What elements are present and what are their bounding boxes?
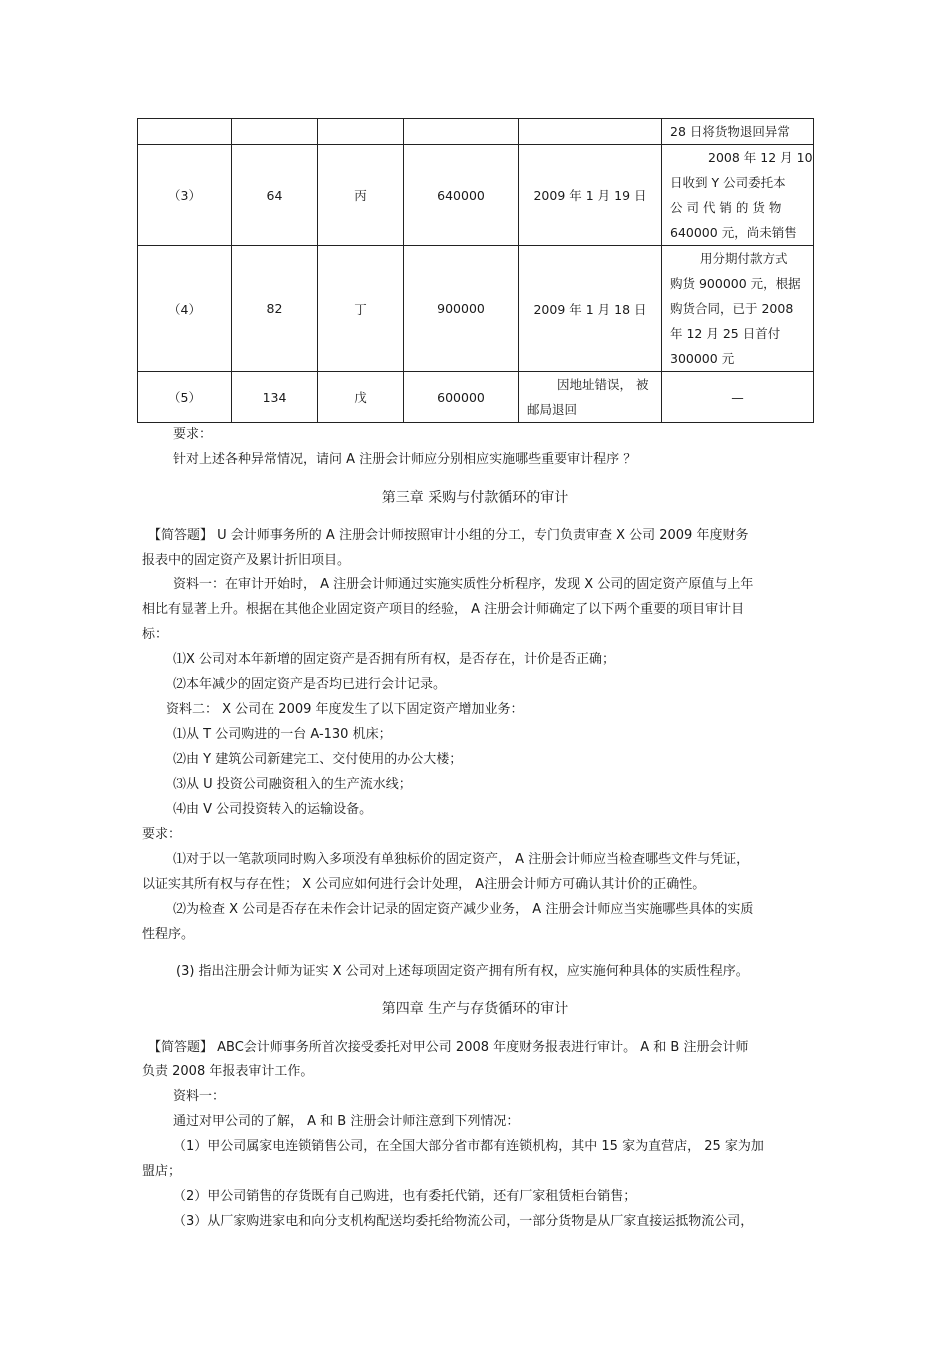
list-item: ⑴从 T 公司购进的一台 A-130 机床；	[173, 727, 392, 742]
list-item: （3）从厂家购进家电和向分支机构配送均委托给物流公司，一部分货物是从厂家直接运抵物流公司，	[173, 1214, 754, 1229]
table-row	[138, 372, 814, 423]
cell-count: 64	[232, 145, 318, 246]
cell-amount: 640000	[404, 145, 519, 246]
table-row	[138, 119, 814, 145]
cell-note: 2008 年 12 月 10 日收到 Y 公司委托本 公 司 代 销 的 货 物 640000 元，尚未销售	[662, 145, 814, 246]
cell-no: （5）	[138, 372, 232, 423]
paragraph: ⑴对于以一笔款项同时购入多项没有单独标价的固定资产， A 注册会计师应当检查哪些文件与凭证，	[173, 852, 750, 867]
cell-party: 戊	[318, 372, 404, 423]
paragraph: 报表中的固定资产及累计折旧项目。	[142, 553, 351, 568]
cell-no: （3）	[138, 145, 232, 246]
list-item: ⑷由 V 公司投资转入的运输设备。	[173, 802, 373, 817]
cell-date: 因地址错误， 被 邮局退回	[519, 372, 662, 423]
list-item: ⑵由 Y 建筑公司新建完工、交付使用的办公大楼；	[173, 752, 463, 767]
cell-note: 28 日将货物退回异常	[662, 119, 814, 145]
list-item: 盟店；	[142, 1164, 182, 1179]
paragraph: 标：	[142, 627, 169, 642]
chapter-title: 第四章 生产与存货循环的审计	[381, 1001, 569, 1017]
list-item: （1）甲公司属家电连锁销售公司，在全国大部分省市都有连锁机构，其中 15 家为直营店， 25 家为加	[173, 1139, 764, 1154]
cell-party: 丁	[318, 246, 404, 372]
cell-party: 丙	[318, 145, 404, 246]
question-text: 针对上述各种异常情况，请问 A 注册会计师应分别相应实施哪些重要审计程序 ？	[173, 452, 637, 467]
cell-no: （4）	[138, 246, 232, 372]
table-row	[138, 246, 814, 372]
cell-amount: 600000	[404, 372, 519, 423]
cell-note: —	[662, 372, 814, 423]
cell-count: 82	[232, 246, 318, 372]
list-item: ⑶从 U 投资公司融资租入的生产流水线；	[173, 777, 412, 792]
cell-count: 134	[232, 372, 318, 423]
paragraph: 【简答题】 U 会计师事务所的 A 注册会计师按照审计小组的分工，专门负责审查 X 公司 2009 年度财务	[148, 528, 749, 543]
cell-amount: 900000	[404, 246, 519, 372]
list-item: ⑴X 公司对本年新增的固定资产是否拥有所有权，是否存在，计价是否正确；	[173, 652, 616, 667]
paragraph: 通过对甲公司的了解， A 和 B 注册会计师注意到下列情况：	[173, 1114, 520, 1129]
list-item: ⑵本年减少的固定资产是否均已进行会计记录。	[173, 677, 447, 692]
chapter-title: 第三章 采购与付款循环的审计	[381, 490, 569, 506]
cell-date: 2009 年 1 月 18 日	[519, 246, 662, 372]
paragraph: 相比有显著上升。根据在其他企业固定资产项目的经验， A 注册会计师确定了以下两个重要的项目审计目	[142, 602, 745, 617]
paragraph: 性程序。	[142, 927, 195, 942]
requirement-label: 要求：	[173, 427, 213, 442]
table-row	[138, 145, 814, 246]
paragraph: 【简答题】 ABC会计师事务所首次接受委托对甲公司 2008 年度财务报表进行审计。 A 和 B 注册会计师	[148, 1040, 749, 1055]
cell-date: 2009 年 1 月 19 日	[519, 145, 662, 246]
paragraph: 负责 2008 年报表审计工作。	[142, 1064, 314, 1079]
requirement-label: 要求：	[142, 827, 182, 842]
anomaly-table	[137, 118, 814, 423]
paragraph: 资料一：在审计开始时， A 注册会计师通过实施实质性分析程序，发现 X 公司的固定资产原值与上年	[173, 577, 754, 592]
paragraph: ⑵为检查 X 公司是否存在未作会计记录的固定资产减少业务， A 注册会计师应当实施哪些具体的实质	[173, 902, 754, 917]
paragraph: 资料一：	[173, 1089, 226, 1104]
paragraph: 以证实其所有权与存在性； X 公司应如何进行会计处理， A注册会计师方可确认其计价的正确性。	[142, 877, 706, 892]
paragraph: (3) 指出注册会计师为证实 X 公司对上述每项固定资产拥有所有权，应实施何种具体的实质性程序。	[176, 964, 749, 979]
paragraph: 资料二： X 公司在 2009 年度发生了以下固定资产增加业务：	[166, 702, 524, 717]
list-item: （2）甲公司销售的存货既有自己购进，也有委托代销，还有厂家租赁柜台销售；	[173, 1189, 637, 1204]
cell-note: 用分期付款方式 购货 900000 元，根据 购货合同，已于 2008 年 12 月 25 日首付 300000 元	[662, 246, 814, 372]
